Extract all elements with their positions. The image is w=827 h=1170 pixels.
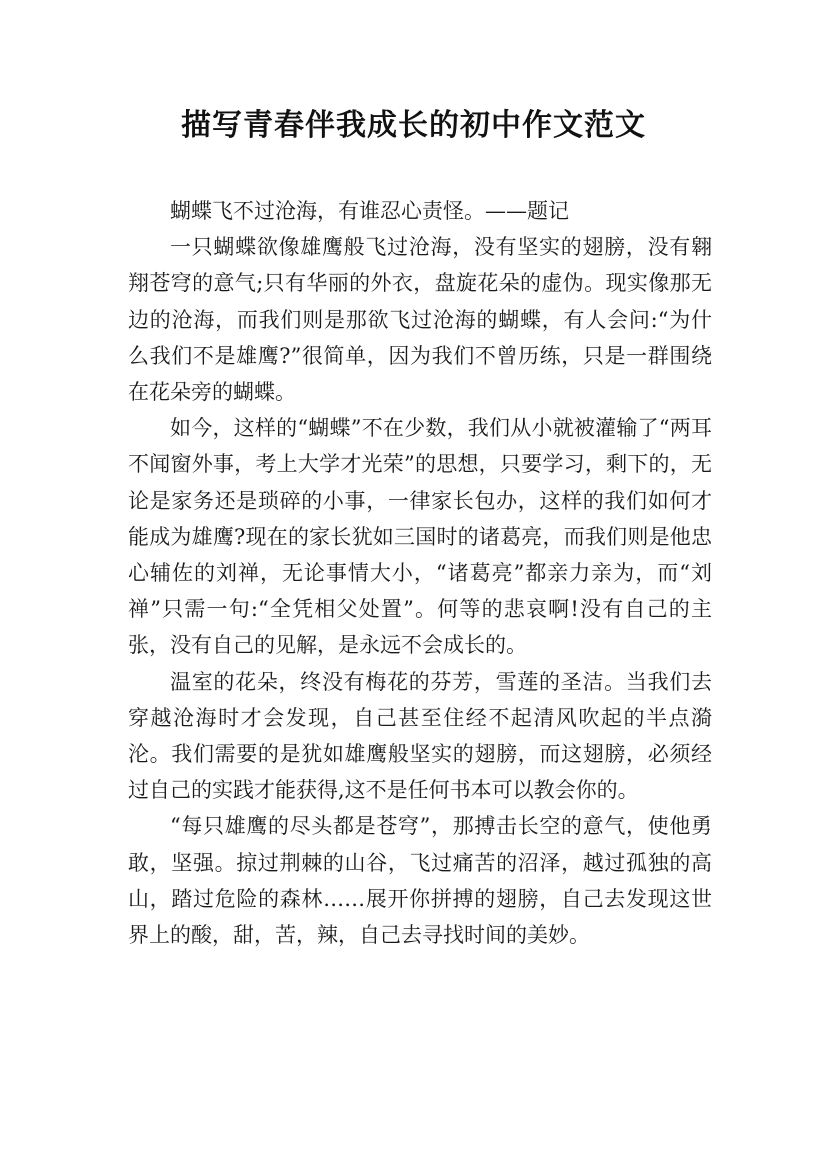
paragraph-butterfly: 一只蝴蝶欲像雄鹰般飞过沧海，没有坚实的翅膀，没有翱翔苍穹的意气;只有华丽的外衣，盘旋花朵的虚伪。现实像那无边的沧海，而我们则是那欲飞过沧海的蝴蝶，有人会问:“为什么我们不是雄鹰?”很简单，因为我们不曾历练，只是一群围绕在花朵旁的蝴蝶。: [128, 235, 712, 405]
paragraph-nowadays: 如今，这样的“蝴蝶”不在少数，我们从小就被灌输了“两耳不闻窗外事，考上大学才光荣”的思想，只要学习，剩下的，无论是家务还是琐碎的小事，一律家长包办，这样的我们如何才能成为雄鹰?现在的家长犹如三国时的诸葛亮，而我们则是他忠心辅佐的刘禅，无论事情大小，“诸葛亮”都亲力亲为，而“刘禅”只需一句:“全凭相父处置”。何等的悲哀啊!没有自己的主张，没有自己的见解，是永远不会成长的。: [128, 416, 712, 658]
paragraph-epigraph: 蝴蝶飞不过沧海，有谁忍心责怪。——题记: [170, 199, 569, 223]
document-title: 描写青春伴我成长的初中作文范文: [181, 108, 646, 143]
paragraph-greenhouse: 温室的花朵，终没有梅花的芬芳，雪莲的圣洁。当我们去穿越沧海时才会发现，自己甚至住经不起清风吹起的半点漪沦。我们需要的是犹如雄鹰般坚实的翅膀，而这翅膀，必须经过自己的实践才能获得,这不是任何书本可以教会你的。: [128, 669, 712, 803]
paragraph-eagle: “每只雄鹰的尽头都是苍穹”，那搏击长空的意气，使他勇敢，坚强。掠过荆棘的山谷，飞过痛苦的沼泽，越过孤独的高山，踏过危险的森林……展开你拼搏的翅膀，自己去发现这世界上的酸，甜，苦，辣，自己去寻找时间的美妙。: [128, 814, 712, 948]
document-body: [128, 193, 712, 953]
